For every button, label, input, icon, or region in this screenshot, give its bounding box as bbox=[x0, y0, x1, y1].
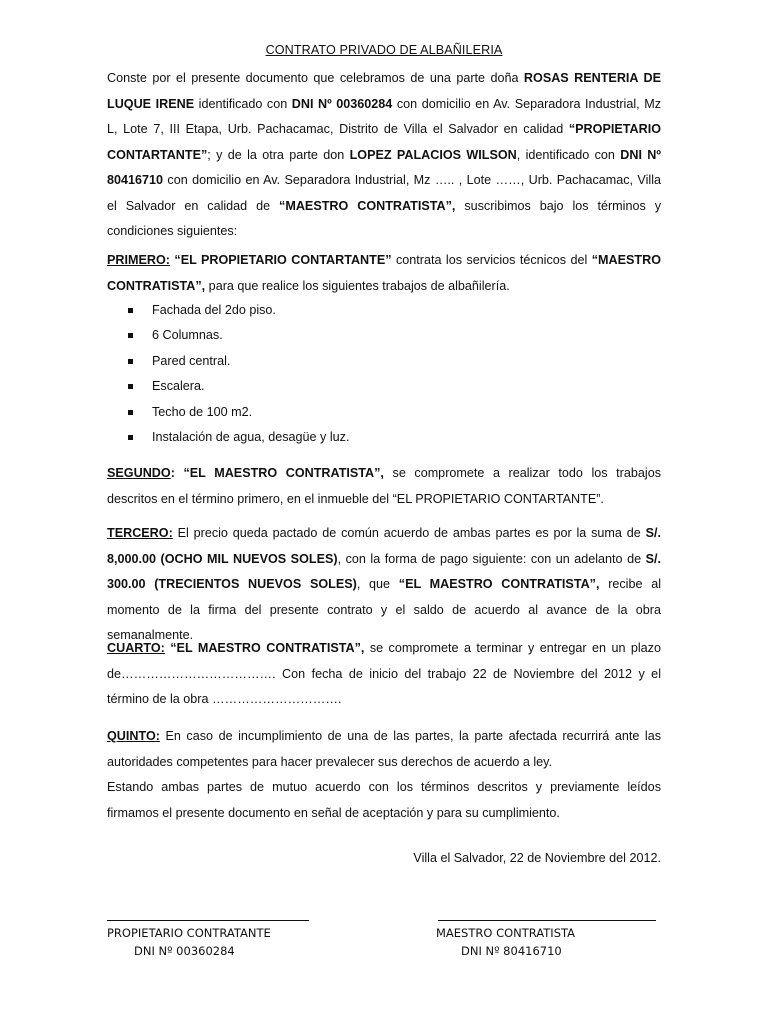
clause-segundo bbox=[107, 461, 661, 512]
intro-text-6: con domicilio en Av. Separadora Industrial, Mz ….. , Lote ……, Urb. Pachacamac, Villa el Salvador en calidad de bbox=[107, 173, 661, 213]
clause-segundo-text: se compromete a realizar todo los trabajos descritos en el término primero, en el inmueble del “EL PROPIETARIO CONTARTANTE”. bbox=[107, 466, 661, 506]
list-item-text: Techo de 100 m2. bbox=[152, 404, 253, 419]
clause-quinto-label: QUINTO: bbox=[107, 729, 160, 743]
list-item bbox=[128, 349, 349, 374]
intro-text-2: identificado con bbox=[194, 96, 292, 111]
signature-contractor-dni: DNI Nº 80416710 bbox=[461, 944, 562, 958]
list-item bbox=[128, 323, 349, 348]
square-bullet-icon bbox=[128, 410, 133, 415]
signature-owner-dni: DNI Nº 00360284 bbox=[134, 944, 235, 958]
list-item-text: Instalación de agua, desagüe y luz. bbox=[152, 430, 350, 445]
intro-text-7: suscribimos bajo los términos y condiciones siguientes: bbox=[107, 198, 661, 238]
owner-dni: DNI Nº 00360284 bbox=[291, 96, 393, 111]
clause-primero bbox=[107, 248, 661, 299]
clause-cuarto-label: CUARTO: bbox=[107, 641, 165, 655]
list-item bbox=[128, 425, 349, 450]
owner-role: “PROPIETARIO CONTARTANTE” bbox=[107, 122, 661, 162]
clause-tercero-text-1: El precio queda pactado de común acuerdo de ambas partes es por la suma de bbox=[172, 526, 646, 540]
clause-cuarto-party: “EL MAESTRO CONTRATISTA”, bbox=[164, 641, 365, 655]
signature-line-owner bbox=[107, 920, 309, 921]
clause-primero-label: PRIMERO: bbox=[107, 253, 170, 267]
square-bullet-icon bbox=[128, 384, 133, 389]
total-price: S/. 8,000.00 (OCHO MIL NUEVOS SOLES) bbox=[107, 526, 661, 566]
master-dni: DNI Nº 80416710 bbox=[107, 147, 661, 187]
square-bullet-icon bbox=[128, 359, 133, 364]
clause-tercero-text-2: , con la forma de pago siguiente: con un adelanto de bbox=[337, 551, 646, 566]
clause-tercero-label: TERCERO: bbox=[107, 526, 173, 540]
clause-segundo-colon: : bbox=[170, 466, 175, 480]
list-item bbox=[128, 298, 349, 323]
list-item-text: 6 Columnas. bbox=[152, 328, 223, 343]
clause-primero-party: “EL PROPIETARIO CONTARTANTE” bbox=[169, 253, 392, 267]
square-bullet-icon bbox=[128, 435, 133, 440]
square-bullet-icon bbox=[128, 308, 133, 313]
signature-owner-role: PROPIETARIO CONTRATANTE bbox=[107, 926, 271, 940]
clause-primero-text-1: contrata los servicios técnicos del bbox=[391, 253, 592, 267]
intro-text-4: ; y de la otra parte don bbox=[207, 147, 350, 162]
clause-tercero-party: “EL MAESTRO CONTRATISTA”, bbox=[398, 577, 600, 591]
clause-tercero-text-3: , que bbox=[356, 577, 399, 591]
signature-contractor-role: MAESTRO CONTRATISTA bbox=[436, 926, 575, 940]
list-item bbox=[128, 400, 349, 425]
list-item bbox=[128, 374, 349, 399]
clause-quinto-text: En caso de incumplimiento de una de las partes, la parte afectada recurrirá ante las autoridades competentes para hacer prevalecer sus derechos de acuerdo a ley. bbox=[107, 729, 661, 769]
clause-cuarto-text: se compromete a terminar y entregar en un plazo de………………………………. Con fecha de inicio del trabajo 22 de Noviembre del 2012 y el término de la obra …………………………. bbox=[107, 641, 661, 706]
intro-paragraph bbox=[107, 66, 661, 245]
clause-cuarto bbox=[107, 636, 661, 713]
master-role: “MAESTRO CONTRATISTA”, bbox=[279, 198, 456, 213]
master-name: LOPEZ PALACIOS WILSON bbox=[349, 147, 517, 162]
square-bullet-icon bbox=[128, 333, 133, 338]
clause-quinto bbox=[107, 724, 661, 775]
date-line: Villa el Salvador, 22 de Noviembre del 2012. bbox=[413, 851, 661, 865]
clause-tercero bbox=[107, 521, 661, 649]
document-title: CONTRATO PRIVADO DE ALBAÑILERIA bbox=[265, 43, 503, 57]
list-item-text: Escalera. bbox=[152, 379, 205, 394]
work-items-list bbox=[128, 298, 349, 450]
clause-primero-text-2: para que realice los siguientes trabajos de albañilería. bbox=[205, 278, 510, 293]
clause-primero-contractor: “MAESTRO CONTRATISTA”, bbox=[107, 253, 661, 293]
clause-segundo-party: “EL MAESTRO CONTRATISTA”, bbox=[174, 466, 384, 480]
list-item-text: Fachada del 2do piso. bbox=[152, 303, 276, 317]
clause-segundo-label: SEGUNDO bbox=[107, 466, 171, 480]
clause-tercero-text-4: recibe al momento de la firma del presente contrato y el saldo de acuerdo al avance de la obra semanalmente. bbox=[107, 577, 661, 642]
signature-line-contractor bbox=[438, 920, 656, 921]
owner-name: ROSAS RENTERIA DE LUQUE IRENE bbox=[107, 71, 661, 111]
intro-text-1: Conste por el presente documento que celebramos de una parte doña bbox=[107, 71, 524, 85]
closing-paragraph: Estando ambas partes de mutuo acuerdo con los términos descritos y previamente leídos firmamos el presente documento en señal de aceptación y para su cumplimiento. bbox=[107, 780, 661, 820]
list-item-text: Pared central. bbox=[152, 353, 231, 368]
intro-text-3: con domicilio en Av. Separadora Industrial, Mz L, Lote 7, III Etapa, Urb. Pachacamac, Distrito de Villa el Salvador en calidad bbox=[107, 96, 661, 136]
intro-text-5: , identificado con bbox=[516, 147, 621, 162]
advance-payment: S/. 300.00 (TRECIENTOS NUEVOS SOLES) bbox=[107, 551, 661, 591]
